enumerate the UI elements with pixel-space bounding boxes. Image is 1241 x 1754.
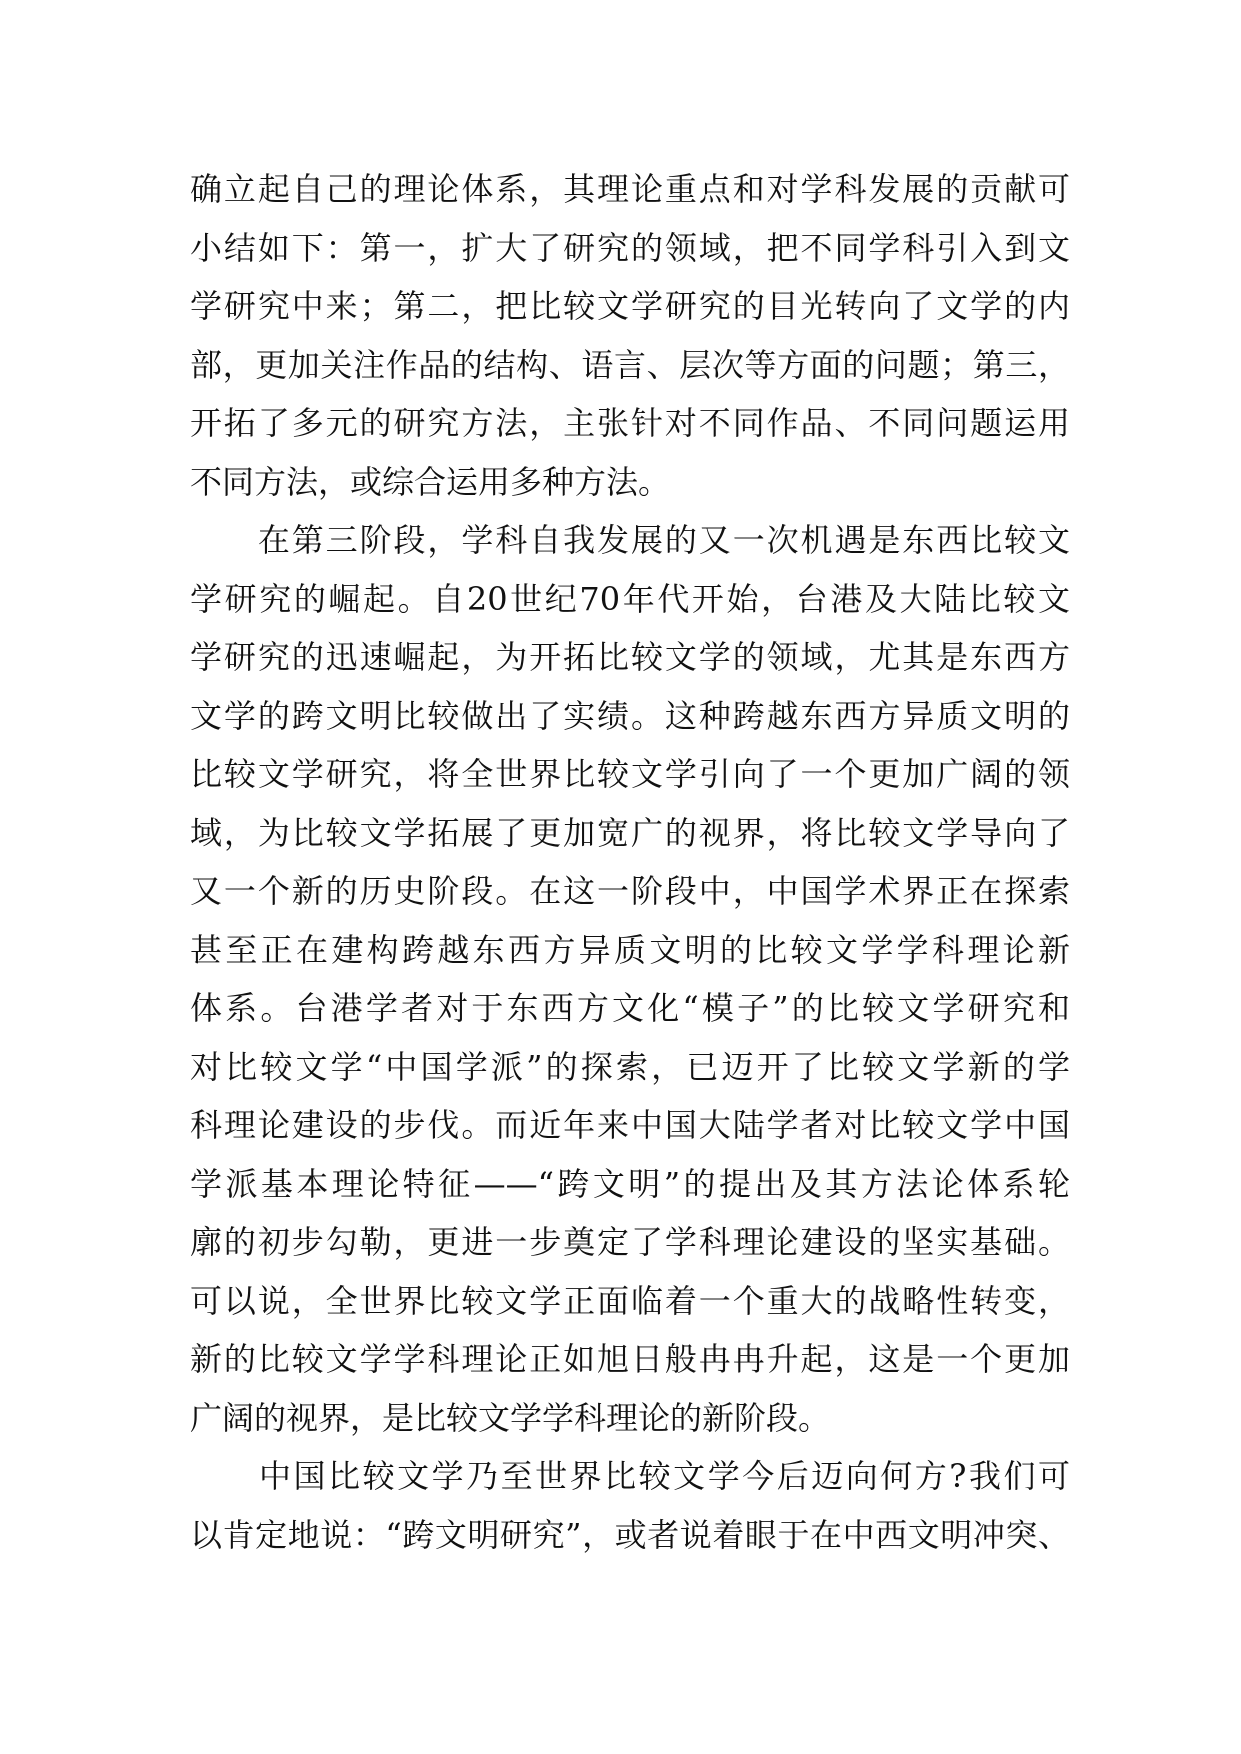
text-line: 不同方法，或综合运用多种方法。 <box>190 462 671 501</box>
text-line: 体系。台港学者对于东西方文化“模子”的比较文学研究和 <box>190 989 1070 1027</box>
text-line: 文学的跨文明比较做出了实绩。这种跨越东西方异质文明的 <box>190 696 1070 735</box>
text-line: 学研究的迅速崛起，为开拓比较文学的领域，尤其是东西方 <box>190 638 1070 676</box>
text-line: 确立起自己的理论体系，其理论重点和对学科发展的贡献可 <box>190 170 1070 208</box>
text-line: 学研究中来；第二，把比较文学研究的目光转向了文学的内 <box>190 287 1070 325</box>
text-line: 学派基本理论特征——“跨文明”的提出及其方法论体系轮 <box>190 1164 1070 1203</box>
text-line: 甚至正在建构跨越东西方异质文明的比较文学学科理论新 <box>190 930 1070 969</box>
text-line: 中国比较文学乃至世界比较文学今后迈向何方?我们可 <box>190 1457 1070 1495</box>
text-line: 学研究的崛起。自20世纪70年代开始，台港及大陆比较文 <box>190 579 1070 618</box>
text-line: 又一个新的历史阶段。在这一阶段中，中国学术界正在探索 <box>190 872 1070 910</box>
text-line: 比较文学研究，将全世界比较文学引向了一个更加广阔的领 <box>190 755 1070 793</box>
text-line: 域，为比较文学拓展了更加宽广的视界，将比较文学导向了 <box>190 813 1070 852</box>
text-line: 小结如下：第一，扩大了研究的领域，把不同学科引入到文 <box>190 228 1070 267</box>
text-line: 廓的初步勾勒，更进一步奠定了学科理论建设的坚实基础。 <box>190 1223 1070 1261</box>
text-line: 开拓了多元的研究方法，主张针对不同作品、不同问题运用 <box>190 404 1070 442</box>
text-line: 可以说，全世界比较文学正面临着一个重大的战略性转变， <box>190 1281 1070 1320</box>
text-line: 广阔的视界，是比较文学学科理论的新阶段。 <box>190 1398 831 1437</box>
body-text <box>190 160 1070 1564</box>
text-line: 科理论建设的步伐。而近年来中国大陆学者对比较文学中国 <box>190 1106 1070 1144</box>
text-line: 以肯定地说：“跨文明研究”，或者说着眼于在中西文明冲突、 <box>190 1515 1070 1554</box>
text-line: 部，更加关注作品的结构、语言、层次等方面的问题；第三， <box>190 345 1070 384</box>
text-line: 对比较文学“中国学派”的探索，已迈开了比较文学新的学 <box>190 1047 1070 1086</box>
text-line: 在第三阶段，学科自我发展的又一次机遇是东西比较文 <box>190 521 1070 559</box>
text-line: 新的比较文学学科理论正如旭日般冉冉升起，这是一个更加 <box>190 1340 1070 1378</box>
